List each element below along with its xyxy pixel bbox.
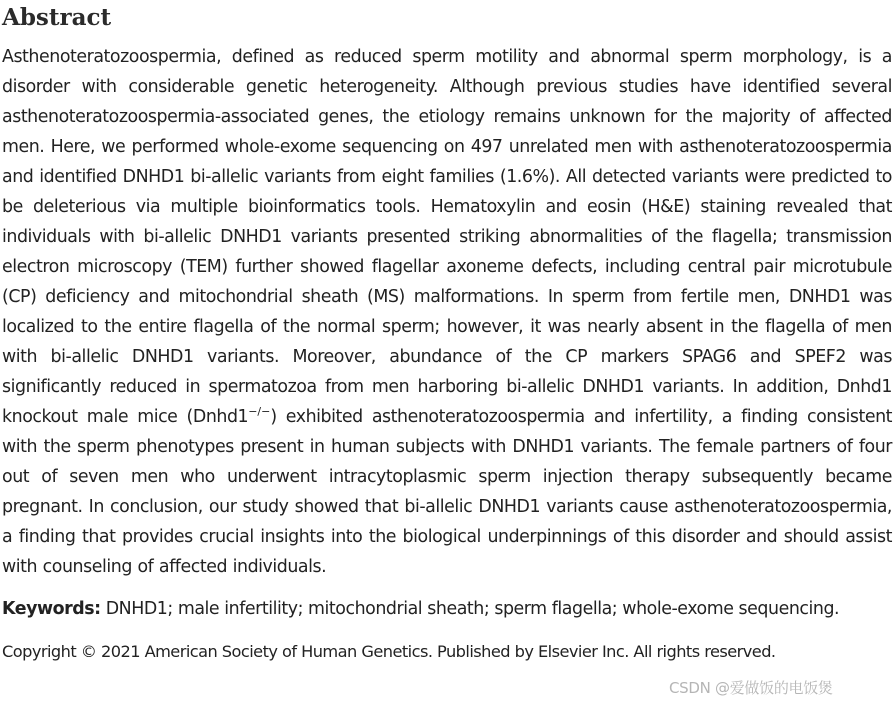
keywords-label: Keywords:: [2, 599, 101, 619]
keywords-line: [2, 594, 892, 624]
genotype-superscript: −/−: [248, 405, 271, 419]
keywords-text: DNHD1; male infertility; mitochondrial sheath; sperm flagella; whole-exome sequencing.: [105, 599, 840, 619]
abstract-text-part2: ) exhibited asthenoteratozoospermia and infertility, a finding consistent with the sperm phenotypes present in human subjects with DNHD1 variants. The female partners of four out of seven men who underwent intracytoplasmic sperm injection therapy subsequently became pregnant. In conclusion, our study showed that bi-allelic DNHD1 variants cause asthenoteratozoospermia, a finding that provides crucial insights into the biological underpinnings of this disorder and should assist with counseling of affected individuals.: [2, 407, 893, 577]
copyright-notice: Copyright © 2021 American Society of Human Genetics. Published by Elsevier Inc. All rights reserved.: [2, 642, 776, 661]
abstract-text-part1: Asthenoteratozoospermia, defined as reduced sperm motility and abnormal sperm morphology, is a disorder with considerable genetic heterogeneity. Although previous studies have identified several asthenoteratozoospermia-associated genes, the etiology remains unknown for the majority of affected men. Here, we performed whole-exome sequencing on 497 unrelated men with asthenoteratozoospermia and identified DNHD1 bi-allelic variants from eight families (1.6%). All detected variants were predicted to be deleterious via multiple bioinformatics tools. Hematoxylin and eosin (H&E) staining revealed that individuals with bi-allelic DNHD1 variants presented striking abnormalities of the flagella; transmission electron microscopy (TEM) further showed flagellar axoneme defects, including central pair microtubule (CP) deficiency and mitochondrial sheath (MS) malformations. In sperm from fertile men, DNHD1 was localized to the entire flagella of the normal sperm; however, it was nearly absent in the flagella of men with bi-allelic DNHD1 variants. Moreover, abundance of the CP markers SPAG6 and SPEF2 was significantly reduced in spermatozoa from men harboring bi-allelic DNHD1 variants. In addition, Dnhd1 knockout male mice (Dnhd1: [2, 47, 892, 427]
article-abstract-section: [2, 0, 892, 667]
abstract-paragraph: [2, 42, 892, 582]
abstract-heading: Abstract: [2, 4, 112, 31]
csdn-watermark: CSDN @爱做饭的电饭煲: [669, 679, 833, 697]
